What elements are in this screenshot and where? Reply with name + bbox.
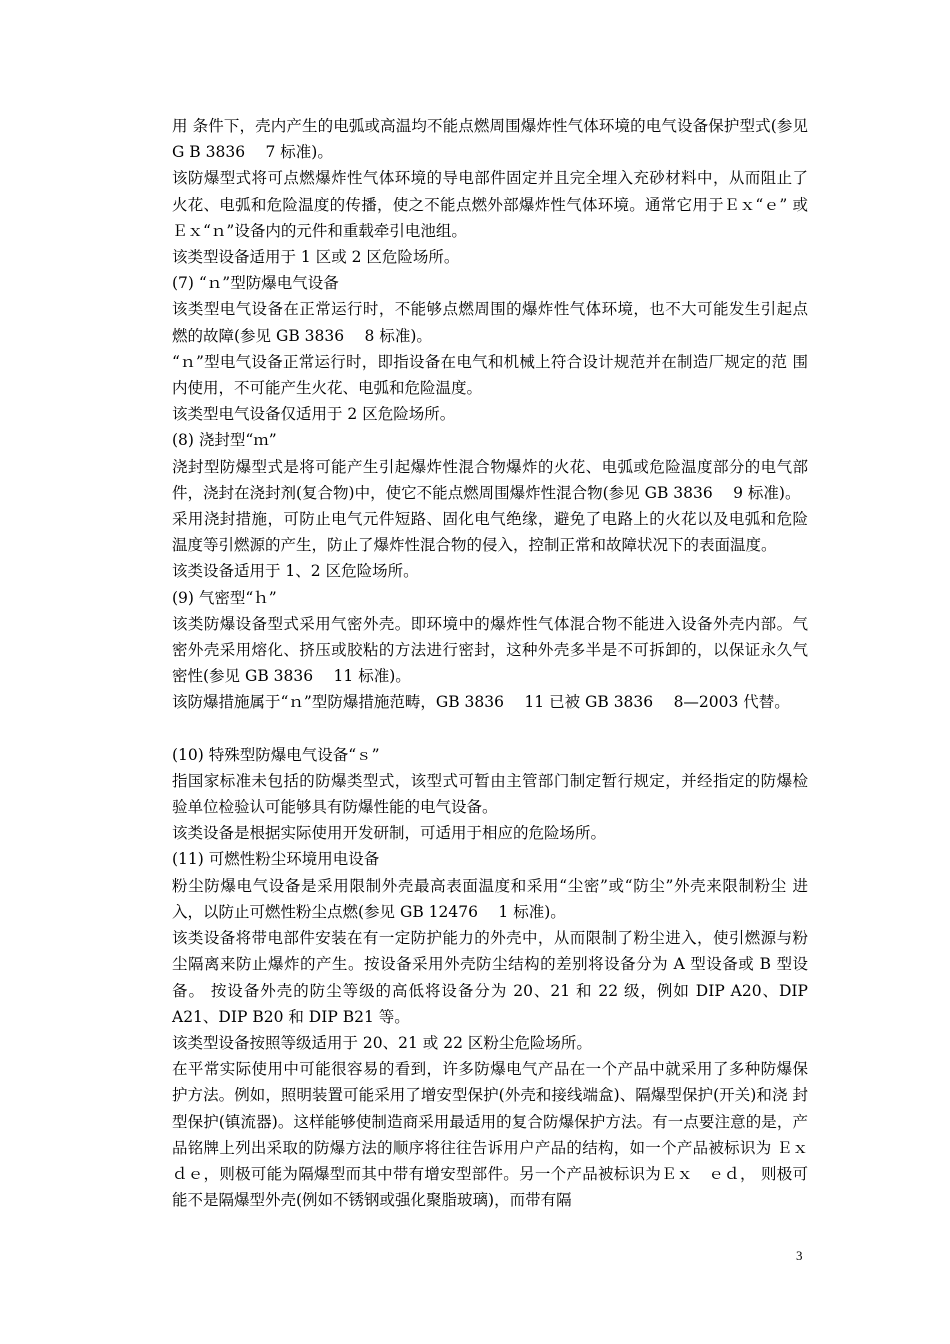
section-heading: (10) 特殊型防爆电气设备“ｓ” [172, 745, 380, 764]
paragraph: 采用浇封措施，可防止电气元件短路、固化电气绝缘，避免了电路上的火花以及电弧和危险 温度等引燃源的产生，防止了爆炸性混合物的侵入，控制正常和故障状况下的表面温度。 [172, 510, 808, 555]
paragraph: 浇封型防爆型式是将可能产生引起爆炸性混合物爆炸的火花、电弧或危险温度部分的电气部 件，浇封在浇封剂(复合物)中，使它不能点燃周围爆炸性混合物(参见 GB 3836 9 标准)。 [172, 457, 808, 502]
paragraph: 该类型电气设备在正常运行时，不能够点燃周围的爆炸性气体环境，也不大可能发生引起点 燃的故障(参见 GB 3836 8 标准)。 [172, 300, 808, 345]
paragraph: 该类型电气设备仅适用于 2 区危险场所。 [172, 405, 456, 424]
paragraph: 该类设备将带电部件安装在有一定防护能力的外壳中，从而限制了粉尘进入，使引燃源与粉 尘隔离来防止爆炸的产生。按设备采用外壳防尘结构的差别将设备分为 A 型设备或 B 型设备。 按设备外壳的防尘等级的高低将设备分为 20、21 和 22 级，例如 DIP A20、DIP A21、DIP B20 和 DIP B21 等。 [172, 929, 808, 1026]
paragraph: 该防爆措施属于“ｎ”型防爆措施范畴，GB 3836 11 已被 GB 3836 8—2003 代替。 [172, 693, 790, 712]
section-heading: (9) 气密型“ｈ” [172, 588, 277, 607]
paragraph: 该类设备是根据实际使用开发研制，可适用于相应的危险场所。 [172, 824, 607, 843]
section-heading: (11) 可燃性粉尘环境用电设备 [172, 850, 380, 869]
body-text [172, 113, 824, 1213]
paragraph: 粉尘防爆电气设备是采用限制外壳最高表面温度和采用“尘密”或“防尘”外壳来限制粉尘 进入，以防止可燃性粉尘点燃(参见 GB 12476 1 标准)。 [172, 876, 808, 921]
paragraph: 在平常实际使用中可能很容易的看到，许多防爆电气产品在一个产品中就采用了多种防爆保 护方法。例如，照明装置可能采用了增安型保护(外壳和接线端盒)、隔爆型保护(开关)和浇 封型保护(镇流器)。这样能够使制造商采用最适用的复合防爆保护方法。有一点要注意的是，产品铭牌上列出采取的防爆方法的顺序将往往告诉用户产品的结构，如一个产品被标识为 Ｅｘ ｄｅ，则极可能为隔爆型而其中带有增安型部件。另一个产品被标识为Ｅｘ ｅｄ， 则极可能不是隔爆型外壳(例如不锈钢或强化聚脂玻璃)，而带有隔 [172, 1060, 824, 1210]
paragraph: 该类设备适用于 1、2 区危险场所。 [172, 562, 419, 581]
paragraph: 用 条件下，壳内产生的电弧或高温均不能点燃周围爆炸性气体环境的电气设备保护型式(参见 G B 3836 7 标准)。 [172, 117, 808, 162]
paragraph: “ｎ”型电气设备正常运行时，即指设备在电气和机械上符合设计规范并在制造厂规定的范 围内使用，不可能产生火花、电弧和危险温度。 [172, 352, 808, 398]
section-heading: (7) “ｎ”型防爆电气设备 [172, 274, 339, 293]
paragraph: 该类型设备适用于 1 区或 2 区危险场所。 [172, 248, 460, 267]
paragraph: 该类型设备按照等级适用于 20、21 或 22 区粉尘危险场所。 [172, 1033, 592, 1052]
paragraph: 该类防爆设备型式采用气密外壳。即环境中的爆炸性气体混合物不能进入设备外壳内部。气 密外壳采用熔化、挤压或胶粘的方法进行密封，这种外壳多半是不可拆卸的，以保证永久气 密性(参见 GB 3836 11 标准)。 [172, 614, 808, 686]
paragraph: 指国家标准未包括的防爆类型式，该型式可暂由主管部门制定暂行规定，并经指定的防爆检 验单位检验认可能够具有防爆性能的电气设备。 [172, 771, 808, 817]
page-number: 3 [796, 1248, 803, 1263]
paragraph: 该防爆型式将可点燃爆炸性气体环境的导电部件固定并且完全埋入充砂材料中，从而阻止了 火花、电弧和危险温度的传播，使之不能点燃外部爆炸性气体环境。通常它用于Ｅｘ“ｅ” 或Ｅｘ“ｎ”设备内的元件和重载牵引电池组。 [172, 169, 808, 240]
section-heading: (8) 浇封型“ｍ” [172, 431, 277, 450]
